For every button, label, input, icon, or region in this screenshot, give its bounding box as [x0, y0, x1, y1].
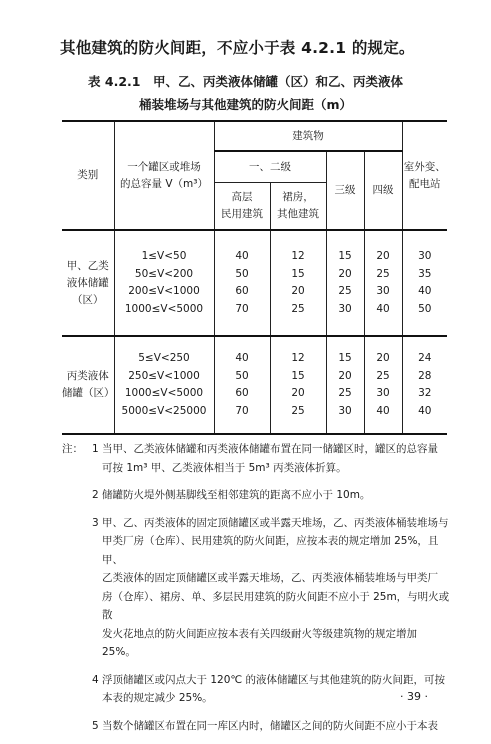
substation-value: 30	[418, 250, 432, 262]
podium-value: 12	[291, 250, 305, 262]
note-item	[62, 717, 457, 736]
group-category-line: 甲、乙类	[66, 259, 109, 272]
header-highrise-lines	[215, 189, 270, 223]
note-number: 3	[92, 516, 99, 529]
podium-value: 12	[291, 352, 305, 364]
grade4-value: 20	[376, 352, 390, 364]
group-grade3	[326, 336, 364, 434]
podium-value: 15	[291, 369, 305, 382]
note-line: 25%。	[102, 646, 136, 658]
capacity-value: 250≤V<1000	[128, 369, 200, 382]
capacity-value: 5000≤V<25000	[121, 404, 207, 417]
highrise-value: 70	[235, 302, 249, 315]
note-line: 当甲、乙类液体储罐和丙类液体储罐布置在同一储罐区时，罐区的总容量	[102, 443, 438, 455]
podium-values	[271, 248, 326, 318]
note-number: 4	[92, 673, 99, 686]
header-grade12: 一、二级	[214, 151, 326, 183]
header-grade4: 四级	[364, 151, 402, 230]
grade4-values	[365, 350, 402, 420]
highrise-value: 40	[235, 250, 249, 262]
grade4-value: 30	[376, 387, 390, 399]
podium-value: 15	[291, 267, 305, 280]
highrise-values	[215, 248, 270, 318]
highrise-value: 60	[235, 387, 249, 399]
podium-values	[271, 350, 326, 420]
podium-value: 25	[291, 302, 305, 315]
substation-value: 32	[418, 387, 432, 399]
grade3-value: 25	[338, 387, 352, 399]
capacity-value: 1≤V<50	[141, 250, 187, 262]
podium-value: 20	[291, 387, 305, 399]
grade4-values	[365, 248, 402, 318]
highrise-value: 70	[235, 404, 249, 417]
note-line: 甲、乙、丙类液体的固定顶储罐区或半露天堆场，乙、丙类液体桶装堆场与	[102, 516, 449, 529]
capacity-value: 1000≤V<5000	[124, 387, 204, 399]
note-line: 乙类液体的固定顶储罐区或半露天堆场，乙、丙类液体桶装堆场与甲类厂	[102, 572, 438, 584]
group-category-line: 液体储罐（区）	[66, 276, 109, 306]
capacity-values	[115, 350, 214, 420]
group-substation	[402, 336, 447, 434]
group-capacity	[114, 336, 214, 434]
podium-value: 25	[291, 404, 305, 417]
group-category	[62, 230, 114, 336]
group-highrise	[214, 336, 270, 434]
grade3-value: 15	[338, 250, 352, 262]
group-podium	[270, 230, 326, 336]
header-substation-line: 配电站	[409, 177, 441, 190]
grade3-value: 15	[338, 352, 352, 364]
group-grade4	[364, 230, 402, 336]
substation-value: 40	[418, 285, 432, 297]
header-highrise-line: 民用建筑	[221, 208, 263, 220]
grade3-value: 25	[338, 285, 352, 297]
note-line: 当数个储罐区布置在同一库区内时，储罐区之间的防火间距不应小于本表	[102, 719, 438, 732]
table-caption-line1: 表 4.2.1 甲、乙、丙类液体储罐（区）和乙、丙类液体	[88, 74, 403, 89]
group-category-line: 储罐（区）	[62, 387, 115, 399]
group-grade3	[326, 230, 364, 336]
grade4-value: 40	[376, 302, 390, 315]
note-line: 甲类厂房（仓库）、民用建筑的防火间距，应按本表的规定增加 25%，且甲、	[102, 535, 439, 566]
capacity-value: 50≤V<200	[134, 267, 194, 280]
group-highrise	[214, 230, 270, 336]
group-category-lines	[62, 258, 114, 309]
grade3-values	[327, 350, 364, 420]
grade3-value: 30	[338, 302, 352, 315]
capacity-value: 5≤V<250	[138, 352, 190, 364]
highrise-value: 40	[235, 352, 249, 364]
header-highrise-line: 高层	[231, 191, 253, 203]
header-capacity-line: 一个罐区或堆场	[127, 160, 201, 173]
substation-value: 28	[418, 369, 432, 382]
substation-value: 35	[418, 267, 432, 280]
header-capacity-lines	[115, 159, 214, 193]
note-number: 2	[92, 489, 99, 501]
group-category	[62, 336, 114, 434]
group-substation	[402, 230, 447, 336]
note-line: 发火花地点的防火间距应按本表有关四级耐火等级建筑物的规定增加	[102, 627, 417, 640]
header-podium-lines	[271, 189, 326, 223]
group-capacity	[114, 230, 214, 336]
capacity-values	[115, 248, 214, 318]
header-podium-line: 其他建筑	[277, 208, 319, 220]
note-line: 储罐防火堤外侧基脚线至相邻建筑的距离不应小于 10m。	[102, 489, 371, 501]
capacity-value: 200≤V<1000	[128, 285, 200, 297]
substation-value: 40	[418, 404, 432, 417]
highrise-value: 50	[235, 267, 249, 280]
grade4-value: 30	[376, 285, 390, 297]
note-line: 房（仓库）、裙房、单、多层民用建筑的防火间距不应小于 25m，与明火或散	[102, 590, 450, 621]
header-highrise	[214, 183, 270, 231]
header-capacity-line: 的总容量 V（m³）	[120, 177, 208, 190]
group-podium	[270, 336, 326, 434]
note-item	[62, 514, 457, 662]
fire-distance-table	[62, 120, 447, 435]
grade3-value: 20	[338, 267, 352, 280]
group-grade4	[364, 336, 402, 434]
grade4-value: 25	[376, 369, 390, 382]
grade3-value: 20	[338, 369, 352, 382]
note-number: 5	[92, 719, 99, 732]
highrise-value: 50	[235, 369, 249, 382]
grade4-value: 25	[376, 267, 390, 280]
table-caption-line2: 桶装堆场与其他建筑的防火间距（m）	[138, 97, 353, 112]
group-category-line: 丙类液体	[66, 370, 109, 382]
page-number: · 39 ·	[400, 690, 428, 703]
grade4-value: 20	[376, 250, 390, 262]
group-category-lines	[62, 368, 114, 402]
header-podium-line: 裙房，	[282, 191, 314, 203]
note-number: 1	[92, 443, 99, 455]
notes-label: 注：	[62, 443, 83, 455]
grade3-value: 30	[338, 404, 352, 417]
header-grade3: 三级	[326, 151, 364, 230]
header-substation	[402, 121, 447, 230]
note-line: 可按 1m³ 甲、乙类液体相当于 5m³ 丙类液体折算。	[102, 461, 347, 474]
table-notes	[62, 440, 457, 744]
note-line: 本表的规定减少 25%。	[102, 692, 213, 704]
note-item	[62, 440, 457, 477]
header-podium	[270, 183, 326, 231]
grade3-values	[327, 248, 364, 318]
header-building: 建筑物	[214, 121, 402, 151]
capacity-value: 1000≤V<5000	[124, 302, 204, 315]
header-substation-lines	[403, 159, 448, 193]
substation-value: 24	[418, 352, 432, 364]
header-category: 类别	[62, 121, 114, 230]
note-item	[62, 671, 457, 708]
header-substation-line: 室外变、	[403, 160, 446, 173]
substation-value: 50	[418, 302, 432, 315]
highrise-value: 60	[235, 285, 249, 297]
intro-text: 其他建筑的防火间距，不应小于表 4.2.1 的规定。	[60, 39, 415, 57]
highrise-values	[215, 350, 270, 420]
podium-value: 20	[291, 285, 305, 297]
substation-values	[403, 350, 448, 420]
note-line: 浮顶储罐区或闪点大于 120℃ 的液体储罐区与其他建筑的防火间距，可按	[102, 673, 446, 686]
header-capacity	[114, 121, 214, 230]
substation-values	[403, 248, 448, 318]
note-item	[62, 486, 457, 505]
grade4-value: 40	[376, 404, 390, 417]
